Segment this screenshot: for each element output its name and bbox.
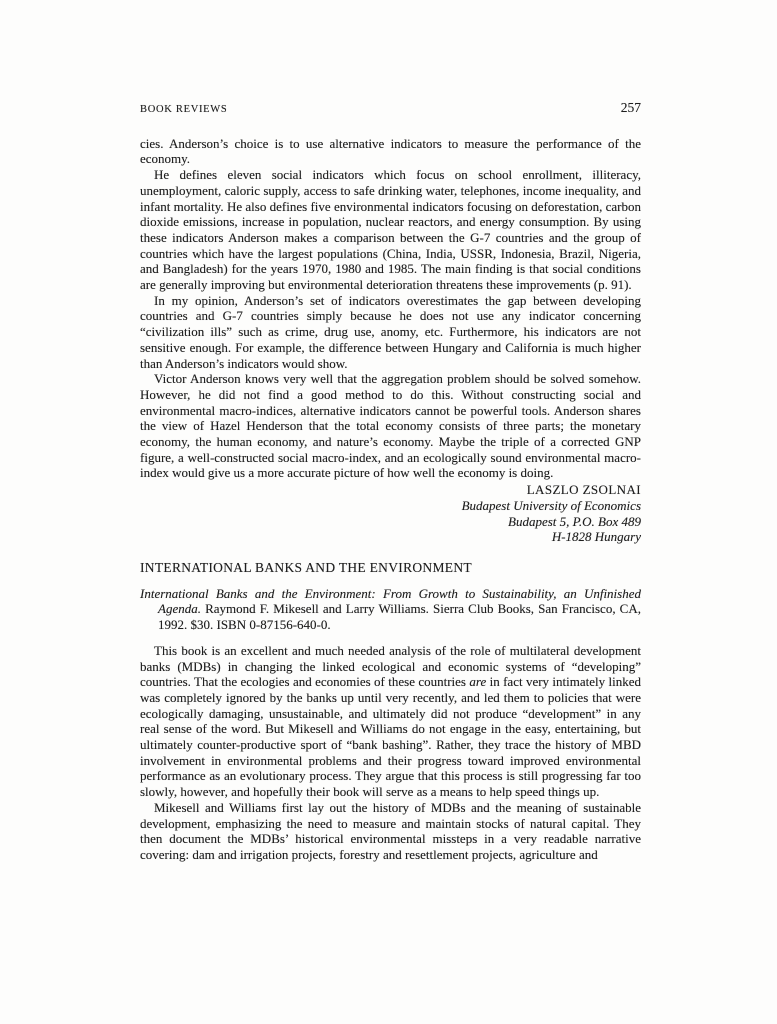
reviewer-country: H-1828 Hungary (551, 529, 641, 545)
paragraph-opinion: In my opinion, Anderson’s set of indicators overestimates the gap between developing countries and G-7 countries simply because he does not use any indicator concerning “civilization ills” such as crime, drug use, anomy, etc. Furthermore, his indicators are not sensitive enough. For example, the difference between Hungary and California is much higher than Anderson’s indicators would show. (140, 292, 641, 371)
paragraph-aggregation: Victor Anderson knows very well that the aggregation problem should be solved somehow. However, he did not find a good method to do this. Without constructing social and environmental macro-indices, alternative indicators cannot be powerful tools. Anderson shares the view of Hazel Henderson that the total economy consists of three parts; the monetary economy, the human economy, and nature’s economy. Maybe the triple of a corrected GNP figure, a well-constructed social macro-index, and an ecologically sound environmental macro-index would give us a more accurate picture of how well the economy is doing. (140, 371, 641, 481)
book-citation (140, 586, 641, 633)
review-heading: INTERNATIONAL BANKS AND THE ENVIRONMENT (140, 559, 472, 575)
paragraph-text-before: This book is an excellent and much needed analysis of the role of multilateral development banks (MDBs) in changing the linked ecological and economic systems of “developing” countries. That the ecologies and economies of these countries (140, 642, 641, 690)
paragraph-continuation: cies. Anderson’s choice is to use alternative indicators to measure the performance of the economy. (140, 135, 641, 167)
reviewer-name: LASZLO ZSOLNAI (526, 482, 641, 498)
reviewer-signature (140, 482, 641, 545)
citation-details: Raymond F. Mikesell and Larry Williams. Sierra Club Books, San Francisco, CA, 1992. $30. ISBN 0-87156-640-0. (158, 601, 641, 633)
page-number: 257 (620, 100, 641, 115)
book-title: International Banks and the Environment: From Growth to Sustainability, an Unfinished Agenda. (140, 585, 641, 617)
paragraph-history: Mikesell and Williams first lay out the history of MDBs and the meaning of sustainable development, emphasizing the need to measure and maintain stocks of natural capital. They then document the MDBs’ historical environmental missteps in a very readable narrative covering: dam and irrigation projects, forestry and resettlement projects, agriculture and (140, 799, 641, 862)
reviewer-affiliation: Budapest University of Economics (461, 497, 641, 513)
section-title: BOOK REVIEWS (140, 104, 228, 115)
emphasized-word: are (469, 674, 487, 690)
page-content (140, 100, 641, 863)
paragraph-indicators: He defines eleven social indicators which focus on school enrollment, illiteracy, unemployment, caloric supply, access to safe drinking water, telephones, income inequality, and infant mortality. He also defines five environmental indicators focusing on deforestation, carbon dioxide emissions, increase in population, nuclear reactors, and energy consumption. By using these indicators Anderson makes a comparison between the G-7 countries and the group of countries which have the largest populations (China, India, USSR, Indonesia, Brazil, Nigeria, and Bangladesh) for the years 1970, 1980 and 1985. The main finding is that social conditions are generally improving but environmental deterioration threatens these improvements (p. 91). (140, 167, 641, 293)
running-header (140, 100, 641, 118)
reviewer-address: Budapest 5, P.O. Box 489 (508, 513, 641, 529)
paragraph-book-analysis (140, 643, 641, 800)
paragraph-text-after: in fact very intimately linked was completely ignored by the banks up until very recently, and led them to policies that were ecologically damaging, unsustainable, and ultimately did not produce “development” in any real sense of the word. But Mikesell and Williams do not engage in the easy, entertaining, but ultimately counter-productive sport of “bank bashing”. Rather, they trace the history of MBD involvement in environmental problems and their progress toward improved environmental performance as an evolutionary process. They argue that this process is still progressing far too slowly, however, and hopefully their book will serve as a means to help speed things up. (140, 674, 641, 800)
